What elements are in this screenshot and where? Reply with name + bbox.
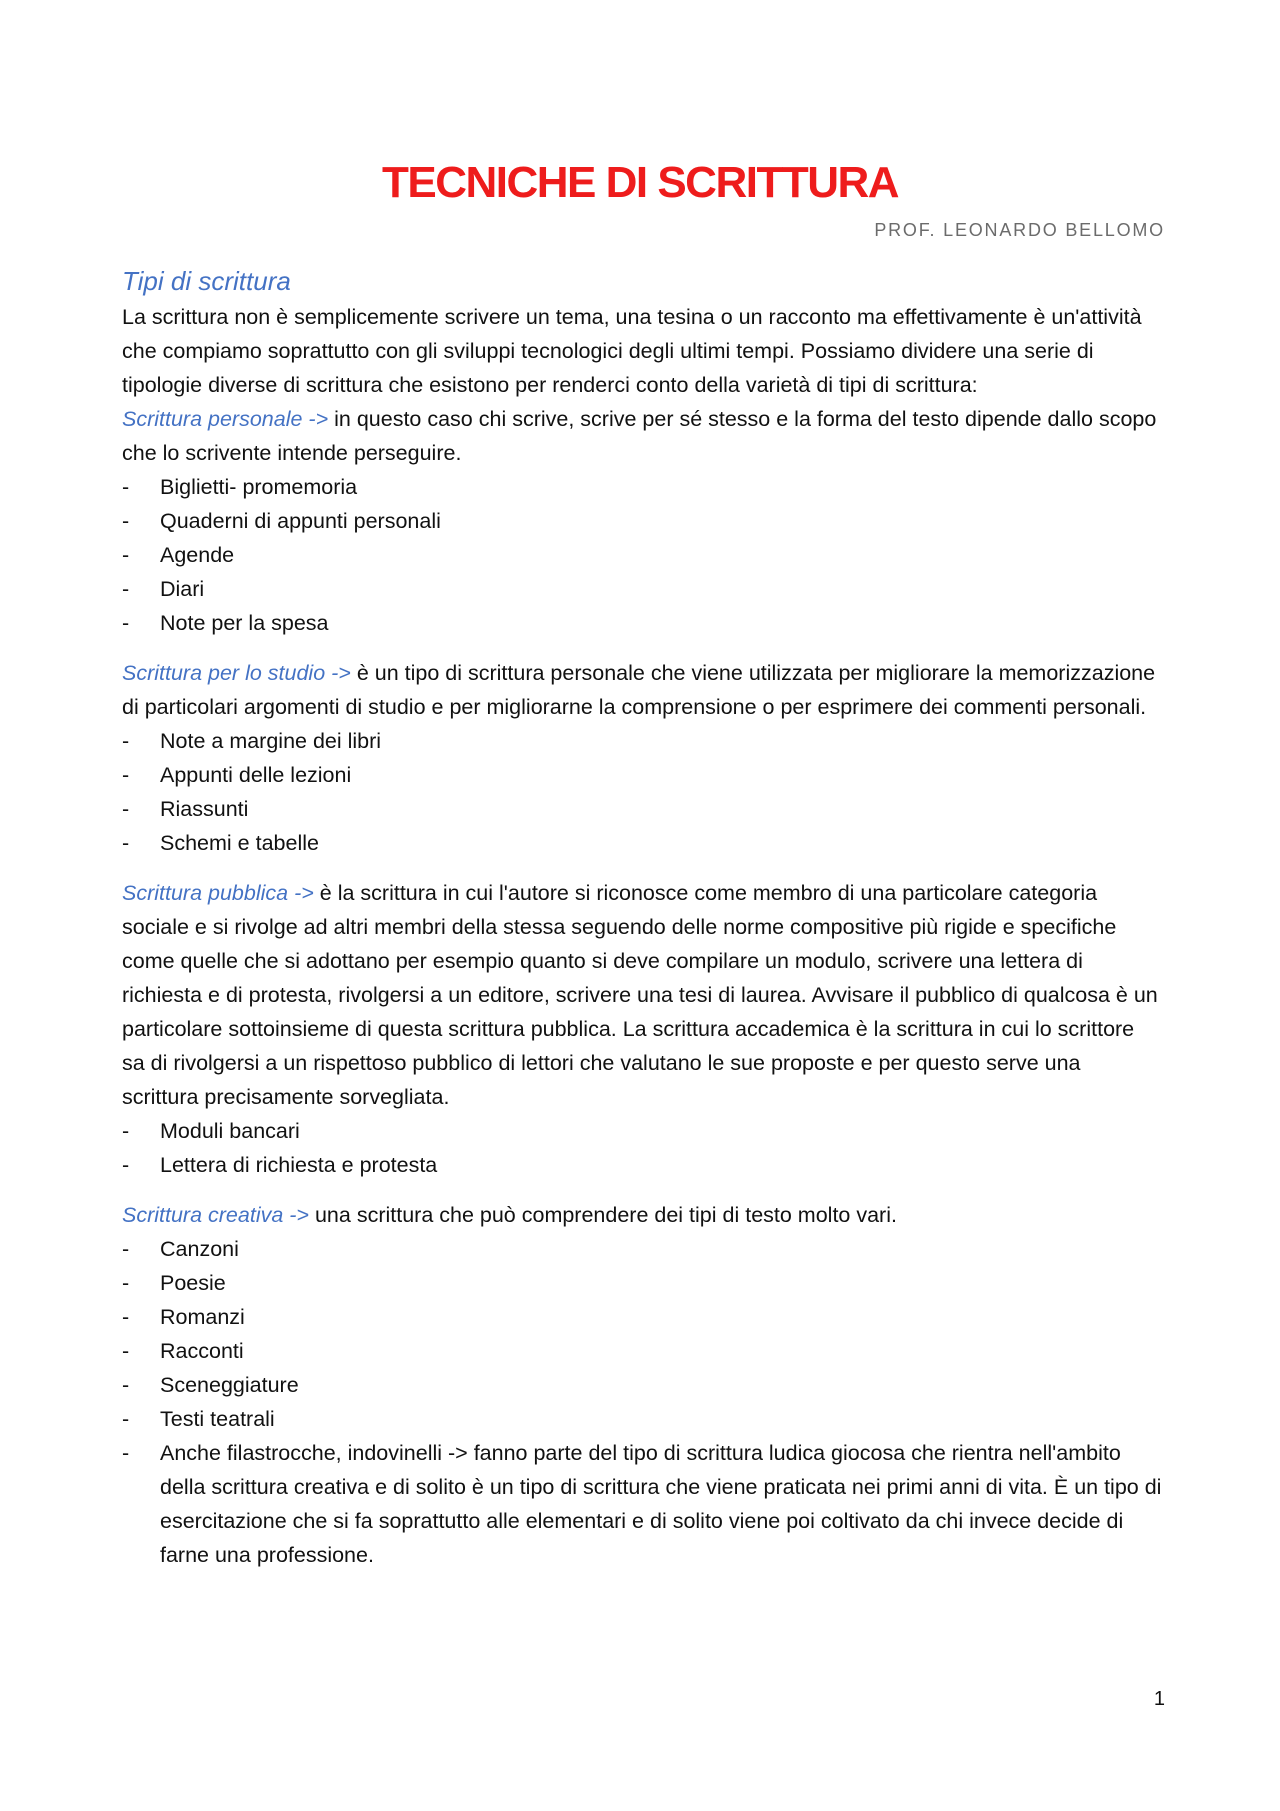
writing-type-label: Scrittura personale -> bbox=[122, 407, 329, 431]
bullet-dash: - bbox=[122, 1441, 130, 1465]
list-item bbox=[122, 758, 1162, 792]
list-item bbox=[122, 1232, 1162, 1266]
list-item-text: Lettera di richiesta e protesta bbox=[160, 1153, 438, 1177]
list-item bbox=[122, 826, 1162, 860]
list-item-text: Note per la spesa bbox=[160, 611, 329, 635]
list-item-text: Biglietti- promemoria bbox=[160, 475, 358, 499]
writing-type-block bbox=[122, 1198, 1162, 1572]
writing-type-label: Scrittura pubblica -> bbox=[122, 881, 314, 905]
bullet-dash: - bbox=[122, 1153, 130, 1177]
list-item-text: Moduli bancari bbox=[160, 1119, 300, 1143]
list-item-text: Canzoni bbox=[160, 1237, 239, 1261]
bullet-dash: - bbox=[122, 1339, 130, 1363]
list-item-text: Poesie bbox=[160, 1271, 226, 1295]
list-item bbox=[122, 470, 1162, 504]
list-item bbox=[122, 1402, 1162, 1436]
list-item bbox=[122, 1148, 1162, 1182]
bullet-dash: - bbox=[122, 1237, 130, 1261]
list-item-text: Schemi e tabelle bbox=[160, 831, 319, 855]
list-item bbox=[122, 792, 1162, 826]
list-item bbox=[122, 1114, 1162, 1148]
bullet-dash: - bbox=[122, 797, 130, 821]
list-item bbox=[122, 538, 1162, 572]
writing-type-description: in questo caso chi scrive, scrive per sé stesso e la forma del testo dipende dallo scopo che lo scrivente intende perseguire. bbox=[122, 407, 1157, 465]
list-item bbox=[122, 1334, 1162, 1368]
bullet-dash: - bbox=[122, 475, 130, 499]
list-item-text: Quaderni di appunti personali bbox=[160, 509, 441, 533]
bullet-dash: - bbox=[122, 1407, 130, 1431]
list-item-text: Anche filastrocche, indovinelli -> fanno parte del tipo di scrittura ludica giocosa che rientra nell'ambito della scrittura creativa e di solito è un tipo di scrittura che viene praticata nei primi anni di vita. È un tipo di esercitazione che si fa soprattutto alle elementari e di solito viene poi coltivato da chi invece decide di farne una professione. bbox=[160, 1441, 1162, 1567]
bullet-dash: - bbox=[122, 577, 130, 601]
writing-types bbox=[122, 402, 1162, 1572]
writing-type-block bbox=[122, 656, 1162, 860]
page-number: 1 bbox=[1153, 1688, 1165, 1710]
list-item-text: Appunti delle lezioni bbox=[160, 763, 352, 787]
writing-type-paragraph bbox=[122, 656, 1162, 724]
list-item bbox=[122, 504, 1162, 538]
section-intro: La scrittura non è semplicemente scrivere un tema, una tesina o un racconto ma effettivamente è un'attività che compiamo soprattutto con gli sviluppi tecnologici degli ultimi tempi. Possiamo dividere una serie di tipologie diverse di scrittura che esistono per renderci conto della varietà di tipi di scrittura: bbox=[122, 305, 1142, 397]
list-item-text: Diari bbox=[160, 577, 205, 601]
writing-type-label: Scrittura per lo studio -> bbox=[122, 661, 351, 685]
list-item-text: Agende bbox=[160, 543, 235, 567]
list-item-text: Note a margine dei libri bbox=[160, 729, 382, 753]
document-body bbox=[122, 264, 1162, 1572]
list-item-text: Testi teatrali bbox=[160, 1407, 275, 1431]
writing-type-description: una scrittura che può comprendere dei tipi di testo molto vari. bbox=[309, 1203, 897, 1227]
section-heading: Tipi di scrittura bbox=[122, 266, 291, 296]
list-item bbox=[122, 1436, 1162, 1572]
bullet-dash: - bbox=[122, 1119, 130, 1143]
writing-type-paragraph bbox=[122, 1198, 1162, 1232]
list-item-text: Racconti bbox=[160, 1339, 244, 1363]
list-item bbox=[122, 1300, 1162, 1334]
document-author: PROF. LEONARDO BELLOMO bbox=[874, 220, 1165, 240]
writing-type-description: è la scrittura in cui l'autore si riconosce come membro di una particolare categoria sociale e si rivolge ad altri membri della stessa seguendo delle norme compositive più rigide e specifiche come quelle che si adottano per esempio quanto si deve compilare un modulo, scrivere una lettera di richiesta e di protesta, rivolgersi a un editore, scrivere una tesi di laurea. Avvisare il pubblico di qualcosa è un particolare sottoinsieme di questa scrittura pubblica. La scrittura accademica è la scrittura in cui lo scrittore sa di rivolgersi a un rispettoso pubblico di lettori che valutano le sue proposte e per questo serve una scrittura precisamente sorvegliata. bbox=[122, 881, 1158, 1109]
bullet-dash: - bbox=[122, 611, 130, 635]
bullet-dash: - bbox=[122, 1305, 130, 1329]
list-item bbox=[122, 1368, 1162, 1402]
bullet-dash: - bbox=[122, 509, 130, 533]
writing-type-label: Scrittura creativa -> bbox=[122, 1203, 309, 1227]
example-list bbox=[122, 1232, 1162, 1572]
bullet-dash: - bbox=[122, 763, 130, 787]
list-item-text: Riassunti bbox=[160, 797, 249, 821]
list-item bbox=[122, 1266, 1162, 1300]
bullet-dash: - bbox=[122, 1373, 130, 1397]
writing-type-block bbox=[122, 876, 1162, 1182]
list-item bbox=[122, 724, 1162, 758]
example-list bbox=[122, 724, 1162, 860]
writing-type-block bbox=[122, 402, 1162, 640]
bullet-dash: - bbox=[122, 831, 130, 855]
list-item bbox=[122, 606, 1162, 640]
example-list bbox=[122, 1114, 1162, 1182]
bullet-dash: - bbox=[122, 729, 130, 753]
writing-type-paragraph bbox=[122, 402, 1162, 470]
list-item-text: Sceneggiature bbox=[160, 1373, 299, 1397]
bullet-dash: - bbox=[122, 543, 130, 567]
writing-type-description: è un tipo di scrittura personale che viene utilizzata per migliorare la memorizzazione di particolari argomenti di studio e per migliorarne la comprensione o per esprimere dei commenti personali. bbox=[122, 661, 1156, 719]
example-list bbox=[122, 470, 1162, 640]
list-item-text: Romanzi bbox=[160, 1305, 245, 1329]
writing-type-paragraph bbox=[122, 876, 1162, 1114]
document-title: TECNICHE DI SCRITTURA bbox=[381, 158, 899, 207]
bullet-dash: - bbox=[122, 1271, 130, 1295]
list-item bbox=[122, 572, 1162, 606]
